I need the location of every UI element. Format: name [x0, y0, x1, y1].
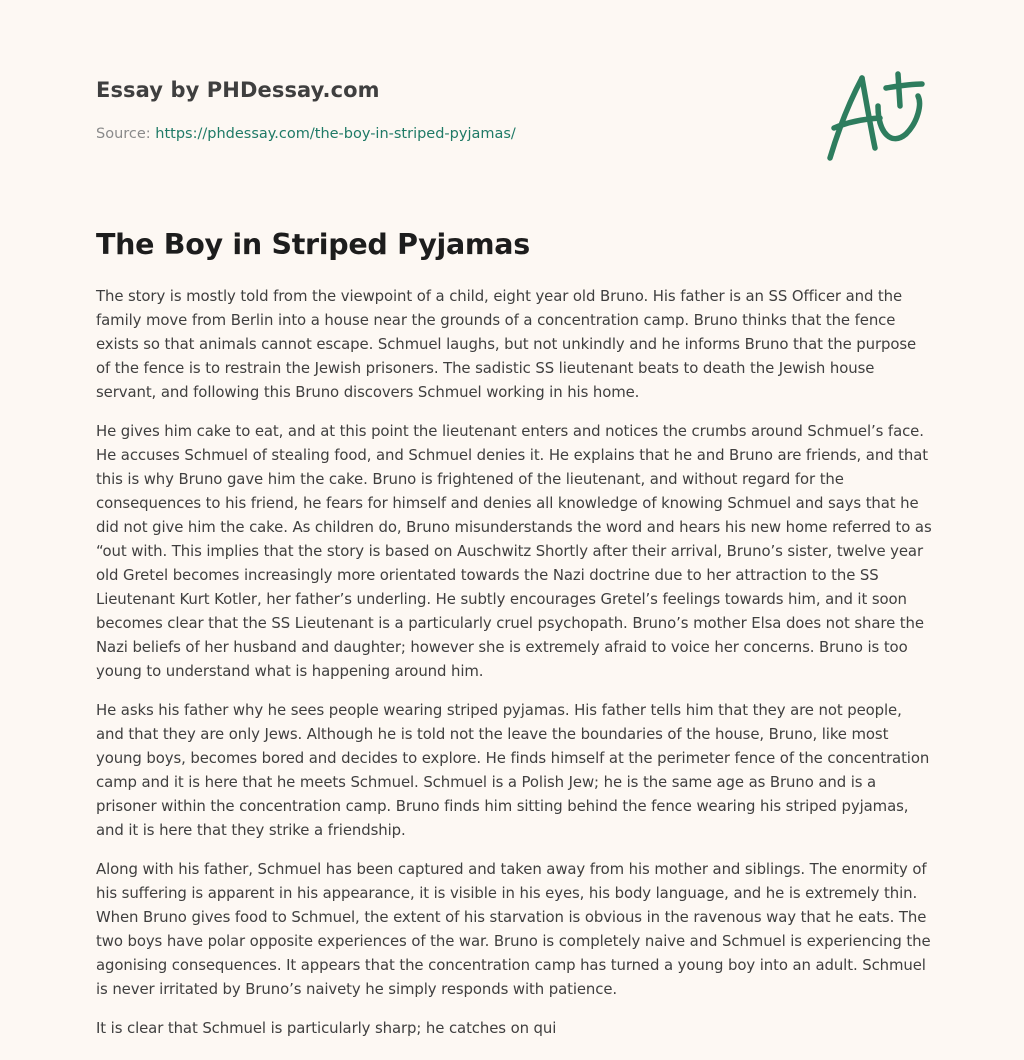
- essay-body: [96, 284, 932, 1055]
- a-plus-grade-icon: [822, 64, 932, 168]
- source-line: [96, 124, 716, 144]
- essay-title: The Boy in Striped Pyjamas: [96, 228, 530, 261]
- essay-paragraph: He asks his father why he sees people wearing striped pyjamas. His father tells him that they are not people, and that they are only Jews. Although he is told not the leave the boundaries of the house, Bruno, like most young boys, becomes bored and decides to explore. He finds himself at the perimeter fence of the concentration camp and it is here that he meets Schmuel. Schmuel is a Polish Jew; he is the same age as Bruno and is a prisoner within the concentration camp. Bruno finds him sitting behind the fence wearing his striped pyjamas, and it is here that they strike a friendship.: [96, 701, 930, 839]
- page-header: [96, 74, 716, 144]
- source-label: Source:: [96, 126, 156, 142]
- essay-paragraph: Along with his father, Schmuel has been captured and taken away from his mother and siblings. The enormity of his suffering is apparent in his appearance, it is visible in his eyes, his body language, and he is extremely thin. When Bruno gives food to Schmuel, the extent of his starvation is obvious in the ravenous way that he eats. The two boys have polar opposite experiences of the war. Bruno is completely naive and Schmuel is experiencing the agonising consequences. It appears that the concentration camp has turned a young boy into an adult. Schmuel is never irritated by Bruno’s naivety he simply responds with patience.: [96, 860, 931, 998]
- brand-title: Essay by PHDessay.com: [96, 78, 380, 102]
- source-link[interactable]: https://phdessay.com/the-boy-in-striped-pyjamas/: [155, 126, 516, 142]
- essay-paragraph: He gives him cake to eat, and at this point the lieutenant enters and notices the crumbs around Schmuel’s face. He accuses Schmuel of stealing food, and Schmuel denies it. He explains that he and Bruno are friends, and that this is why Bruno gave him the cake. Bruno is frightened of the lieutenant, and without regard for the consequences to his friend, he fears for himself and denies all knowledge of knowing Schmuel and says that he did not give him the cake. As children do, Bruno misunderstands the word and hears his new home referred to as “out with. This implies that the story is based on Auschwitz Shortly after their arrival, Bruno’s sister, twelve year old Gretel becomes increasingly more orientated towards the Nazi doctrine due to her attraction to the SS Lieutenant Kurt Kotler, her father’s underling. He subtly encourages Gretel’s feelings towards him, and it soon becomes clear that the SS Lieutenant is a particularly cruel psychopath. Bruno’s mother Elsa does not share the Nazi beliefs of her husband and daughter; however she is extremely afraid to voice her concerns. Bruno is too young to understand what is happening around him.: [96, 422, 932, 680]
- essay-paragraph-truncated: It is clear that Schmuel is particularly sharp; he catches on qui: [96, 1019, 557, 1037]
- essay-paragraph: The story is mostly told from the viewpoint of a child, eight year old Bruno. His father is an SS Officer and the family move from Berlin into a house near the grounds of a concentration camp. Bruno thinks that the fence exists so that animals cannot escape. Schmuel laughs, but not unkindly and he informs Bruno that the purpose of the fence is to restrain the Jewish prisoners. The sadistic SS lieutenant beats to death the Jewish house servant, and following this Bruno discovers Schmuel working in his home.: [96, 287, 917, 401]
